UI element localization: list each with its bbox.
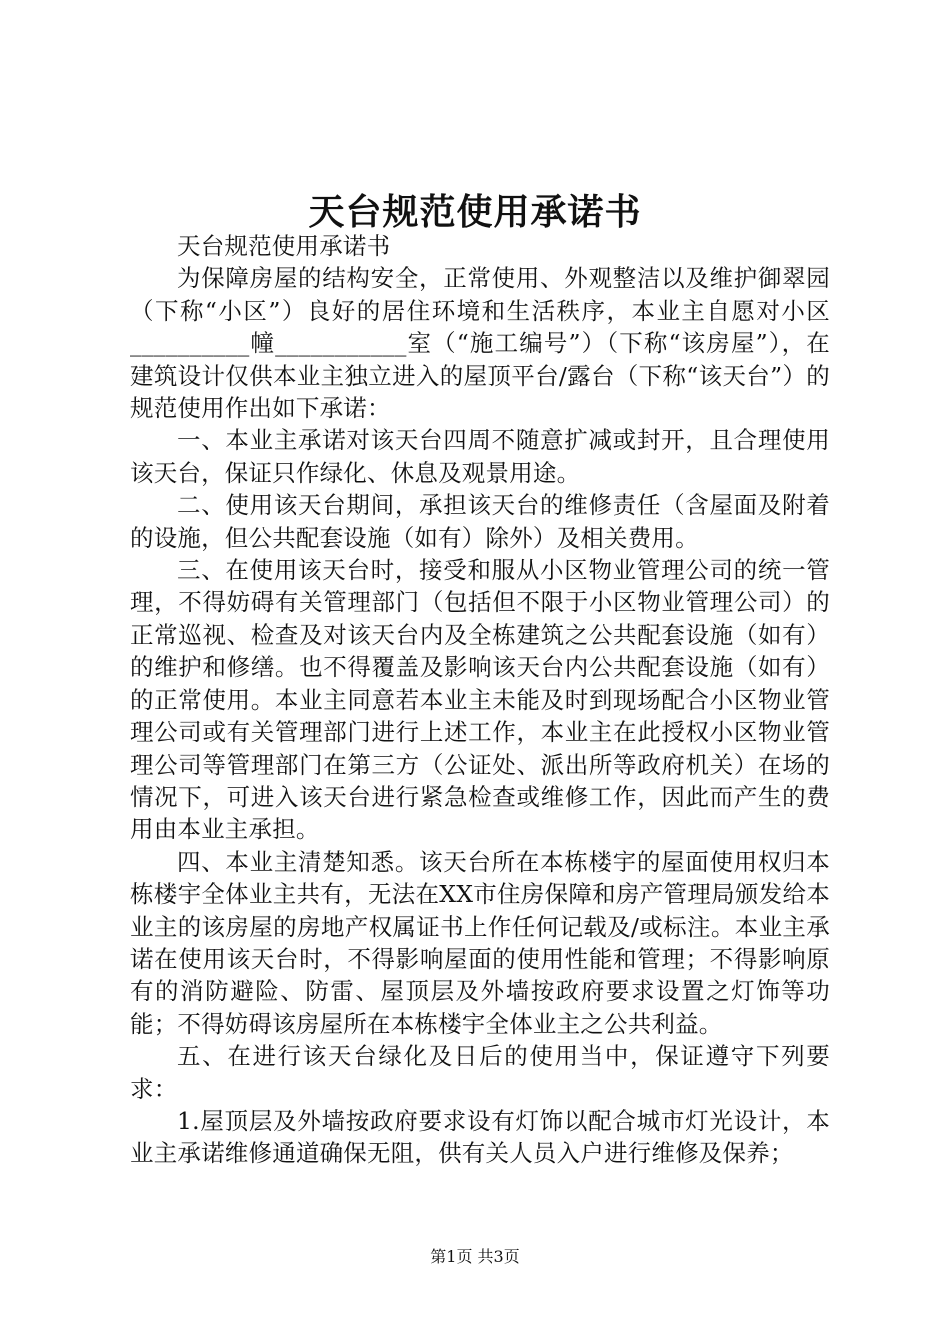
document-title: 天台规范使用承诺书 xyxy=(308,191,642,233)
paragraph-intro: 为保障房屋的结构安全，正常使用、外观整洁以及维护御翠园（下称“小区”）良好的居住环境和生活秩序，本业主自愿对小区__________幢___________室（“施工编号”）（下称“该房屋”），在建筑设计仅供本业主独立进入的屋顶平台/露台（下称“该天台”）的规范使用作出如下承诺： xyxy=(130,264,830,423)
paragraph-clause-3: 三、在使用该天台时，接受和服从小区物业管理公司的统一管理，不得妨碍有关管理部门（包括但不限于小区物业管理公司）的正常巡视、检查及对该天台内及全栋建筑之公共配套设施（如有）的维护和修缮。也不得覆盖及影响该天台内公共配套设施（如有）的正常使用。本业主同意若本业主未能及时到现场配合小区物业管理公司或有关管理部门进行上述工作，本业主在此授权小区物业管理公司等管理部门在第三方（公证处、派出所等政府机关）在场的情况下，可进入该天台进行紧急检查或维修工作，因此而产生的费用由本业主承担。 xyxy=(130,556,830,844)
paragraph-requirement-1: 1.屋顶层及外墙按政府要求设有灯饰以配合城市灯光设计，本业主承诺维修通道确保无阻，供有关人员入户进行维修及保养； xyxy=(130,1106,830,1168)
paragraph-clause-2: 二、使用该天台期间，承担该天台的维修责任（含屋面及附着的设施，但公共配套设施（如有）除外）及相关费用。 xyxy=(130,491,830,552)
paragraph-clause-1: 一、本业主承诺对该天台四周不随意扩减或封开，且合理使用该天台，保证只作绿化、休息及观景用途。 xyxy=(130,426,830,487)
paragraph-subtitle: 天台规范使用承诺书 xyxy=(177,232,391,260)
document-body xyxy=(130,230,830,1170)
page-footer: 第1页 共3页 xyxy=(430,1247,520,1266)
paragraph-clause-4: 四、本业主清楚知悉。该天台所在本栋楼宇的屋面使用权归本栋楼宇全体业主共有，无法在XX市住房保障和房产管理局颁发给本业主的该房屋的房地产权属证书上作任何记载及/或标注。本业主承诺在使用该天台时，不得影响屋面的使用性能和管理；不得影响原有的消防避险、防雷、屋顶层及外墙按政府要求设置之灯饰等功能；不得妨碍该房屋所在本栋楼宇全体业主之公共利益。 xyxy=(130,847,830,1038)
paragraph-clause-5: 五、在进行该天台绿化及日后的使用当中，保证遵守下列要求： xyxy=(130,1042,830,1103)
